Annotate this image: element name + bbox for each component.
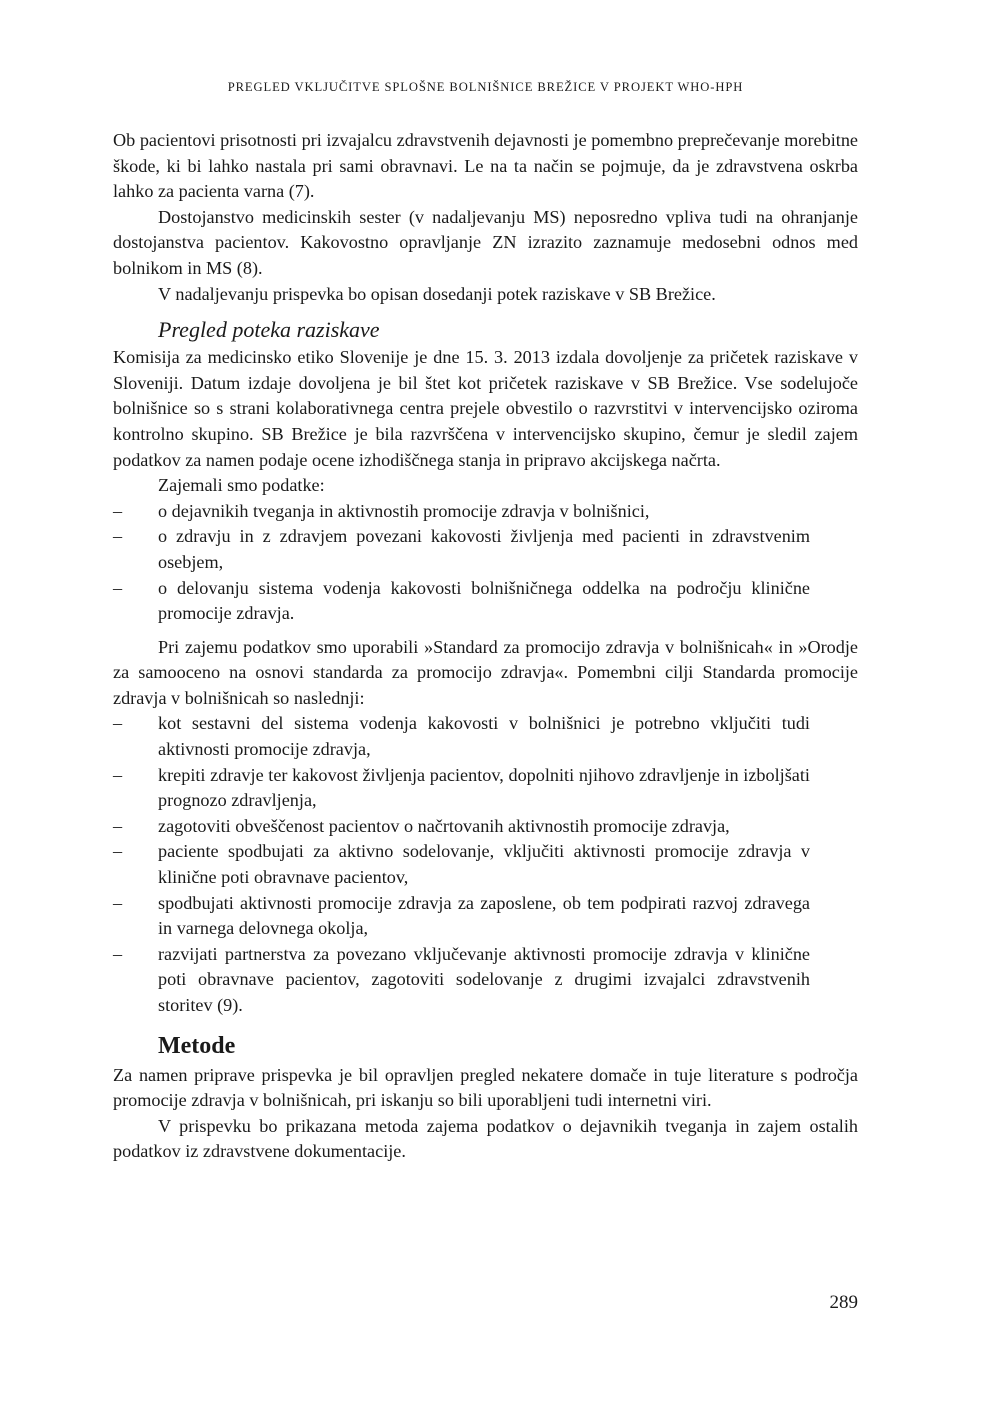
body-text [113,128,858,1165]
list-item-text: zagotoviti obveščenost pacientov o načrtovanih aktivnostih promocije zdravja, [158,815,730,836]
methods-paragraph: V prispevku bo prikazana metoda zajema podatkov o dejavnikih tveganja in zajem ostalih podatkov iz zdravstvene dokumentacije. [113,1115,858,1162]
list-dash: – [113,943,123,964]
list-item-text: kot sestavni del sistema vodenja kakovosti v bolnišnici je potrebno vključiti tudi aktivnosti promocije zdravja, [158,713,810,760]
list-item [113,891,858,942]
review-paragraph: Zajemali smo podatke: [158,475,325,496]
list-item [113,576,858,627]
methods-paragraph: Za namen priprave prispevka je bil opravljen pregled nekatere domače in tuje literature s področja promocije zdravja v bolnišnicah, pri iskanju so bili uporabljeni tudi internetni viri. [113,1064,858,1111]
intro-paragraph: V nadaljevanju prispevka bo opisan dosedanji potek raziskave v SB Brežice. [158,283,716,304]
list-item-text: paciente spodbujati za aktivno sodelovanje, vključiti aktivnosti promocije zdravja v klinične poti obravnave pacientov, [158,841,810,888]
list-dash: – [113,713,123,734]
list-item [113,942,858,1019]
list-item-text: spodbujati aktivnosti promocije zdravja za zaposlene, ob tem podpirati razvoj zdravega in varnega delovnega okolja, [158,892,810,939]
standard-goals-list [113,711,858,1018]
intro-paragraph: Dostojanstvo medicinskih sester (v nadaljevanju MS) neposredno vpliva tudi na ohranjanje dostojanstva pacientov. Kakovostno opravljanje ZN izrazito zaznamuje medosebni odnos med bolnikom in MS (8). [113,206,858,278]
list-dash: – [113,577,123,598]
review-paragraph: Komisija za medicinsko etiko Slovenije je dne 15. 3. 2013 izdala dovoljenje za pričetek raziskave v Sloveniji. Datum izdaje dovoljena je bil štet kot pričetek raziskave v SB Brežice. Vse sodelujoče bolnišnice so s strani kolaborativnega centra prejele obvestilo o razvrstitvi v intervencijsko oziroma kontrolno skupino. SB Brežice je bila razvrščena v intervencijsko skupino, čemur je sledil zajem podatkov za namen podaje ocene izhodiščnega stanja in pripravo akcijskega načrta. [113,347,858,470]
section-heading-methods: Metode [158,1032,236,1059]
review-paragraph: Pri zajemu podatkov smo uporabili »Standard za promocijo zdravja v bolnišnicah« in »Orodje za samooceno na osnovi standarda za promocijo zdravja«. Pomembni cilji Standarda promocije zdravja v bolnišnicah so naslednji: [113,636,858,708]
list-item-text: razvijati partnerstva za povezano vključevanje aktivnosti promocije zdravja v klinične poti obravnave pacientov, zagotoviti sodelovanje z drugimi izvajalci zdravstvenih storitev (9). [158,943,810,1015]
list-dash: – [113,892,123,913]
list-dash: – [113,815,123,836]
list-item [113,524,858,575]
list-item-text: krepiti zdravje ter kakovost življenja pacientov, dopolniti njihovo zdravljenje in izboljšati prognozo zdravljenja, [158,764,810,811]
page-number: 289 [829,1292,858,1313]
list-item-text: o delovanju sistema vodenja kakovosti bolnišničnega oddelka na področju klinične promocije zdravja. [158,577,810,624]
list-item [113,711,858,762]
list-dash: – [113,764,123,785]
list-item [113,499,858,525]
list-dash: – [113,841,123,862]
list-dash: – [113,526,123,547]
list-dash: – [113,500,123,521]
list-item [113,763,858,814]
intro-paragraph: Ob pacientovi prisotnosti pri izvajalcu zdravstvenih dejavnosti je pomembno preprečevanje morebitne škode, ki bi lahko nastala pri sami obravnavi. Le na ta način se pojmuje, da je zdravstvena oskrba lahko za pacienta varna (7). [113,130,858,202]
section-heading-review: Pregled poteka raziskave [158,317,380,343]
data-collection-list [113,499,858,627]
list-item [113,839,858,890]
running-header: PREGLED VKLJUČITVE SPLOŠNE BOLNIŠNICE BREŽICE V PROJEKT WHO-HPH [227,80,744,94]
list-item-text: o dejavnikih tveganja in aktivnostih promocije zdravja v bolnišnici, [158,500,650,521]
list-item [113,814,858,840]
list-item-text: o zdravju in z zdravjem povezani kakovosti življenja med pacienti in zdravstvenim osebjem, [158,526,810,572]
